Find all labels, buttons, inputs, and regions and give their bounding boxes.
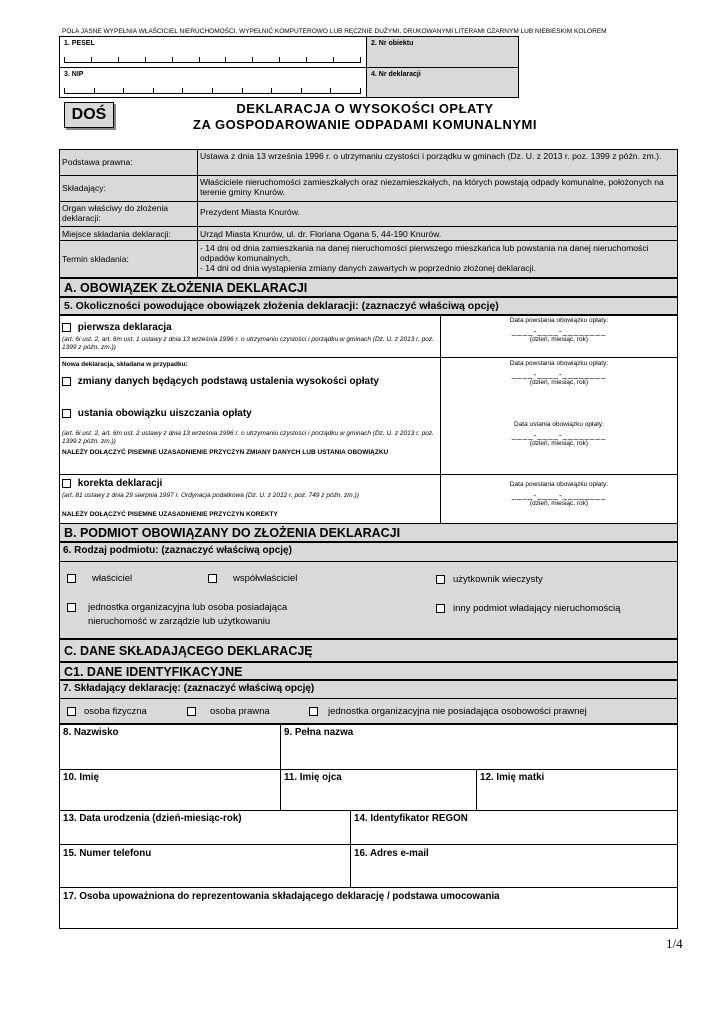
legal-person-checkbox[interactable] <box>187 707 196 716</box>
email-field[interactable]: 16. Adres e-mail <box>354 848 429 859</box>
new-declaration-header: Nowa deklaracja, składana w przypadku: <box>62 361 188 368</box>
info-label-miejsce: Miejsce składania deklaracji: <box>62 229 171 239</box>
cease-note: (art. 6i ust. 2, art. 6m ust. 2 ustawy z dnia 13 września 1996 r. o utrzymaniu czystości i porządku w gminach (Dz. U. z 2013 r. poz. 1399 z późn. zm.)) <box>62 430 434 445</box>
info-value-organ: Prezydent Miasta Knurów. <box>200 207 300 217</box>
correction-warning: NALEŻY DOŁĄCZYĆ PISEMNE UZASADNIENIE PRZYCZYN KOREKTY <box>62 511 278 518</box>
org-unit-no-legal-label: jednostka organizacyjna nie posiadająca osobowości prawnej <box>328 706 587 717</box>
option-legal-person[interactable] <box>187 706 270 717</box>
option-correction[interactable] <box>62 478 162 489</box>
option-change-data[interactable] <box>62 376 379 387</box>
org-unit-no-legal-checkbox[interactable] <box>309 707 318 716</box>
other-entity-label: inny podmiot władający nieruchomością <box>453 603 621 614</box>
info-label-podstawa: Podstawa prawna: <box>62 157 133 167</box>
option-org-unit-no-legal[interactable] <box>309 706 587 717</box>
correction-label: korekta deklaracji <box>77 478 163 489</box>
org-unit-label-2: nieruchomość w zarządzie lub użytkowaniu <box>88 616 271 627</box>
section-b-title: B. PODMIOT OBOWIĄZANY DO ZŁOŻENIA DEKLARACJI <box>59 523 678 542</box>
digit-box-divider <box>360 88 361 93</box>
digit-box-divider <box>123 88 124 93</box>
org-unit-checkbox[interactable] <box>67 603 76 612</box>
correction-date-dash-2: - <box>559 490 563 500</box>
section-c-title: C. DANE SKŁADAJĄCEGO DEKLARACJĘ <box>59 639 678 662</box>
nr-deklaracji-label: 4. Nr deklaracji <box>371 71 421 78</box>
first-date-dash-2: - <box>559 326 563 336</box>
option-natural-person[interactable] <box>67 706 147 717</box>
digit-box-divider <box>172 57 173 62</box>
correction-checkbox[interactable] <box>62 479 71 488</box>
option-coowner[interactable] <box>208 573 297 584</box>
representative-field[interactable]: 17. Osoba upoważniona do reprezentowania składającego deklarację / podstawa umocowania <box>63 891 500 902</box>
first-name-field[interactable]: 10. Imię <box>63 772 99 783</box>
nip-field[interactable] <box>59 67 366 98</box>
section-c1-title: C1. DANE IDENTYFIKACYJNE <box>59 662 678 680</box>
surname-field[interactable]: 8. Nazwisko <box>63 727 119 738</box>
cease-obligation-label: ustania obowiązku uiszczania opłaty <box>77 408 252 419</box>
owner-checkbox[interactable] <box>67 574 76 583</box>
cease-date-dash-2: - <box>559 430 563 440</box>
digit-box-divider <box>94 88 95 93</box>
q7-label: 7. Składający deklarację: (zaznaczyć właściwą opcję) <box>63 683 315 694</box>
digit-box-divider <box>252 57 253 62</box>
nr-obiektu-label: 2. Nr obiektu <box>371 40 414 47</box>
natural-person-checkbox[interactable] <box>67 707 76 716</box>
legal-person-label: osoba prawna <box>210 706 270 717</box>
info-label-termin: Termin składania: <box>62 254 129 264</box>
cease-date-field[interactable]: ____-____-________ <box>511 430 607 440</box>
digit-box-divider <box>182 88 183 93</box>
first-declaration-label: pierwsza deklaracja <box>77 322 172 333</box>
option-owner[interactable] <box>67 573 132 584</box>
digit-box-divider <box>225 57 226 62</box>
correction-date-field[interactable]: ____-____-________ <box>511 490 607 500</box>
q6-label: 6. Rodzaj podmiotu: (zaznaczyć właściwą opcję) <box>63 545 292 556</box>
first-declaration-note: (art. 6i ust. 2, art. 6m ust. 1 ustawy z dnia 13 września 1996 r. o utrzymaniu czystości i porządku w gminach (Dz. U. z 2013 r. poz. 1399 z późn. zm.)) <box>62 336 434 351</box>
cease-date-dash-1: - <box>533 430 538 440</box>
correction-date-dash-1: - <box>533 490 538 500</box>
info-value-miejsce: Urząd Miasta Knurów, ul. dr. Floriana Ogana 5, 44-190 Knurów. <box>200 229 442 239</box>
change-date-dash-1: - <box>533 369 538 379</box>
pesel-digit-boxes <box>64 57 361 63</box>
option-other-entity[interactable] <box>436 603 620 614</box>
change-date-label: Data powstania obowiązku opłaty: <box>509 360 609 367</box>
first-declaration-checkbox[interactable] <box>62 323 71 332</box>
birth-date-field[interactable]: 13. Data urodzenia (dzień-miesiąc-rok) <box>63 813 242 824</box>
option-perpetual-user[interactable] <box>436 574 543 585</box>
doc-code: DOŚ <box>64 102 114 128</box>
title-line-2: ZA GOSPODAROWANIE ODPADAMI KOMUNALNYMI <box>193 117 537 132</box>
page-number: 1/4 <box>666 936 683 951</box>
coowner-label: współwłaściciel <box>233 573 298 584</box>
first-date-hint: (dzień, miesiąc, rok) <box>529 335 589 343</box>
q5-label: 5. Okoliczności powodujące obowiązek złożenia deklaracji: (zaznaczyć właściwą opcję) <box>59 297 678 315</box>
coowner-checkbox[interactable] <box>208 574 217 583</box>
option-cease-obligation[interactable] <box>62 408 252 419</box>
change-date-field[interactable]: ____-____-________ <box>511 369 607 379</box>
info-value-skladajacy: Właściciele nieruchomości zamieszkałych oraz niezamieszkałych, na których powstają odpady komunalne, położonych na terenie gminy Knurów. <box>200 177 664 197</box>
digit-box-divider <box>118 57 119 62</box>
first-date-label: Data powstania obowiązku opłaty: <box>509 317 609 324</box>
correction-date-hint: (dzień, miesiąc, rok) <box>529 499 589 507</box>
change-date-dash-2: - <box>559 369 563 379</box>
digit-box-divider <box>91 57 92 62</box>
full-name-field[interactable]: 9. Pełna nazwa <box>284 727 354 738</box>
owner-label: właściciel <box>92 573 133 584</box>
digit-box-divider <box>301 88 302 93</box>
option-org-unit[interactable] <box>67 602 287 613</box>
section-a-title: A. OBOWIĄZEK ZŁOŻENIA DEKLARACJI <box>59 278 678 297</box>
change-date-hint: (dzień, miesiąc, rok) <box>529 378 589 386</box>
pesel-label: 1. PESEL <box>64 40 95 47</box>
cease-warning: NALEŻY DOŁĄCZYĆ PISEMNE UZASADNIENIE PRZYCZYN ZMIANY DANYCH LUB USTANIA OBOWIĄZKU <box>62 449 389 456</box>
first-date-dash-1: - <box>533 326 538 336</box>
digit-box-divider <box>199 57 200 62</box>
digit-box-divider <box>242 88 243 93</box>
phone-field[interactable]: 15. Numer telefonu <box>63 848 152 859</box>
org-unit-label-1: jednostka organizacyjna lub osoba posiadająca <box>88 602 288 613</box>
regon-field[interactable]: 14. Identyfikator REGON <box>354 813 468 824</box>
nip-digit-boxes <box>64 88 361 94</box>
perpetual-user-checkbox[interactable] <box>436 575 445 584</box>
pesel-field[interactable] <box>59 36 366 67</box>
title-line-1: DEKLARACJA O WYSOKOŚCI OPŁATY <box>236 101 494 116</box>
other-entity-checkbox[interactable] <box>436 604 445 613</box>
father-name-field[interactable]: 11. Imię ojca <box>284 772 342 783</box>
digit-box-divider <box>212 88 213 93</box>
change-data-checkbox[interactable] <box>62 377 71 386</box>
first-date-block[interactable] <box>442 317 676 343</box>
info-label-organ: Organ właściwy do złożenia deklaracji: <box>62 203 169 223</box>
digit-box-divider <box>64 88 65 93</box>
digit-box-divider <box>333 57 334 62</box>
cease-obligation-checkbox[interactable] <box>62 409 71 418</box>
digit-box-divider <box>360 57 361 62</box>
correction-note: (art. 81 ustawy z dnia 29 sierpnia 1997 r. Ordynacja podatkowa (Dz. U. z 2012 r. poz. 749 z późn. zm.)) <box>62 492 359 499</box>
perpetual-user-label: użytkownik wieczysty <box>453 574 543 585</box>
digit-box-divider <box>64 57 65 62</box>
cease-date-block[interactable] <box>442 421 676 447</box>
correction-date-label: Data powstania obowiązku opłaty: <box>509 481 609 488</box>
info-value-termin: - 14 dni od dnia zamieszkania na danej nieruchomości pierwszego mieszkańca lub powstania na danej nieruchomości odpadów komunalnych, - 14 dni od dnia wystąpienia zmiany danych zawartych w poprzednio złożonej deklaracji. <box>200 243 649 273</box>
digit-box-divider <box>145 57 146 62</box>
info-label-skladajacy: Składający: <box>62 183 106 193</box>
digit-box-divider <box>153 88 154 93</box>
change-data-label: zmiany danych będących podstawą ustalenia wysokości opłaty <box>77 376 379 387</box>
digit-box-divider <box>330 88 331 93</box>
digit-box-divider <box>279 57 280 62</box>
mother-name-field[interactable]: 12. Imię matki <box>480 772 545 783</box>
digit-box-divider <box>306 57 307 62</box>
digit-box-divider <box>271 88 272 93</box>
cease-date-label: Data ustania obowiązku opłaty: <box>514 421 604 428</box>
change-date-block[interactable] <box>442 360 676 386</box>
info-value-podstawa: Ustawa z dnia 13 września 1996 r. o utrzymaniu czystości i porządku w gminach (Dz. U. z 2013 r. poz. 1399 z późn. zm.). <box>200 151 662 161</box>
natural-person-label: osoba fizyczna <box>84 706 147 717</box>
cease-date-hint: (dzień, miesiąc, rok) <box>529 439 589 447</box>
option-first-declaration[interactable] <box>62 322 172 333</box>
first-date-field[interactable]: ____-____-________ <box>511 326 607 336</box>
top-note: POLA JASNE WYPEŁNIA WŁAŚCICIEL NIERUCHOMOŚCI. WYPEŁNIĆ KOMPUTEROWO LUB RĘCZNIE DUŻYMI, DRUKOWANYMI LITERAMI CZARNYM LUB NIEBIESKIM KOLOREM <box>62 28 607 35</box>
nip-label: 3. NIP <box>64 71 84 78</box>
correction-date-block[interactable] <box>442 481 676 507</box>
